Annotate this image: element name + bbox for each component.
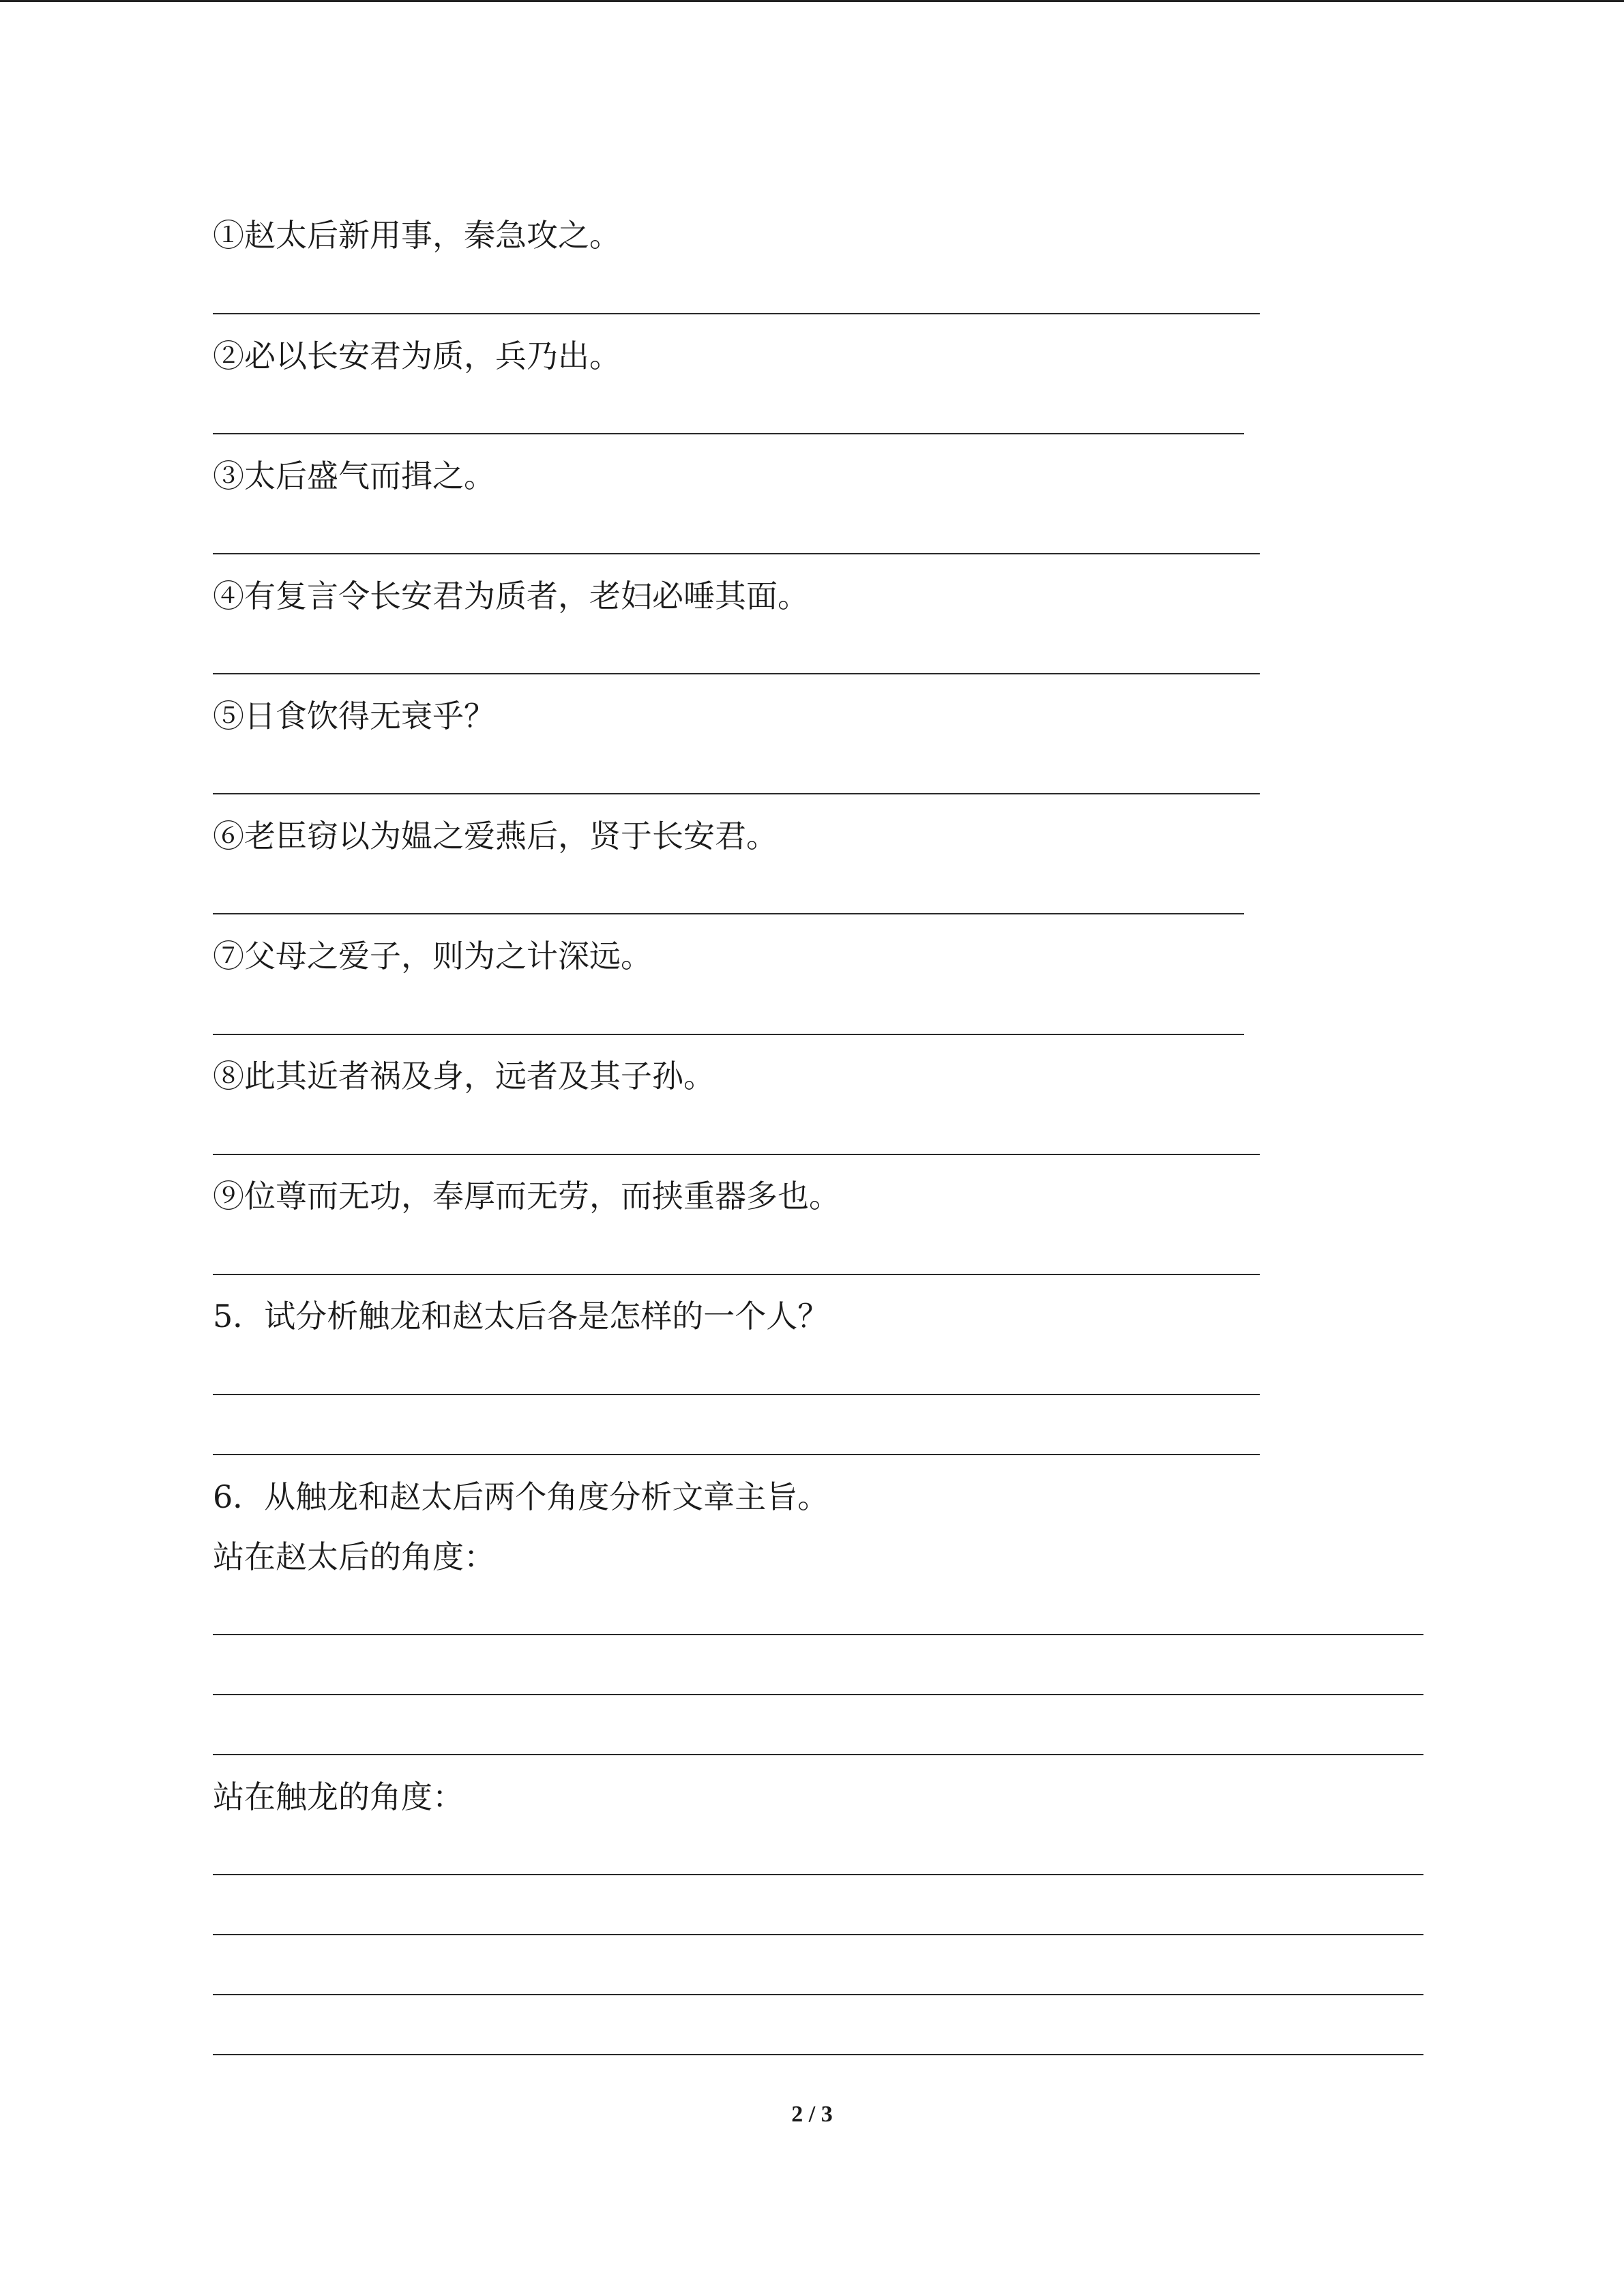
perspective-queen-label: 站在赵太后的角度： bbox=[213, 1538, 495, 1575]
sentence-2: ②必以长安君为质，兵乃出。 bbox=[213, 338, 621, 374]
answer-line-q6-queen-2[interactable] bbox=[213, 1694, 1423, 1695]
sentence-7: ⑦父母之爱子，则为之计深远。 bbox=[213, 938, 652, 974]
question-5: 5．试分析触龙和赵太后各是怎样的一个人？ bbox=[213, 1298, 829, 1335]
answer-line-q6-queen-1[interactable] bbox=[213, 1634, 1423, 1635]
perspective-chulong-label: 站在触龙的角度： bbox=[213, 1778, 464, 1815]
answer-line-7[interactable] bbox=[213, 1034, 1244, 1035]
sentence-4: ④有复言令长安君为质者，老妇必唾其面。 bbox=[213, 578, 809, 614]
answer-line-q5-1[interactable] bbox=[213, 1394, 1260, 1395]
answer-line-9[interactable] bbox=[213, 1274, 1260, 1275]
answer-line-3[interactable] bbox=[213, 553, 1260, 554]
sentence-1: ①赵太后新用事，秦急攻之。 bbox=[213, 217, 621, 254]
answer-line-4[interactable] bbox=[213, 673, 1260, 674]
answer-line-2[interactable] bbox=[213, 433, 1244, 434]
answer-line-8[interactable] bbox=[213, 1154, 1260, 1155]
answer-line-1[interactable] bbox=[213, 313, 1260, 314]
answer-line-q6-queen-3[interactable] bbox=[213, 1754, 1423, 1755]
answer-line-q6-chulong-3[interactable] bbox=[213, 1994, 1423, 1995]
sentence-6: ⑥老臣窃以为媪之爱燕后，贤于长安君。 bbox=[213, 818, 778, 854]
answer-line-q5-2[interactable] bbox=[213, 1454, 1260, 1455]
page-top-border bbox=[0, 0, 1624, 2]
answer-line-q6-chulong-1[interactable] bbox=[213, 1874, 1423, 1875]
sentence-3: ③太后盛气而揖之。 bbox=[213, 458, 495, 494]
question-6: 6．从触龙和赵太后两个角度分析文章主旨。 bbox=[213, 1478, 829, 1515]
sentence-8: ⑧此其近者祸及身，远者及其子孙。 bbox=[213, 1058, 715, 1094]
answer-line-5[interactable] bbox=[213, 793, 1260, 794]
answer-line-6[interactable] bbox=[213, 913, 1244, 914]
page-number: 2 / 3 bbox=[791, 2102, 833, 2127]
sentence-9: ⑨位尊而无功，奉厚而无劳，而挟重器多也。 bbox=[213, 1178, 840, 1214]
answer-line-q6-chulong-2[interactable] bbox=[213, 1934, 1423, 1935]
sentence-5: ⑤日食饮得无衰乎？ bbox=[213, 698, 495, 734]
answer-line-q6-chulong-4[interactable] bbox=[213, 2054, 1423, 2055]
